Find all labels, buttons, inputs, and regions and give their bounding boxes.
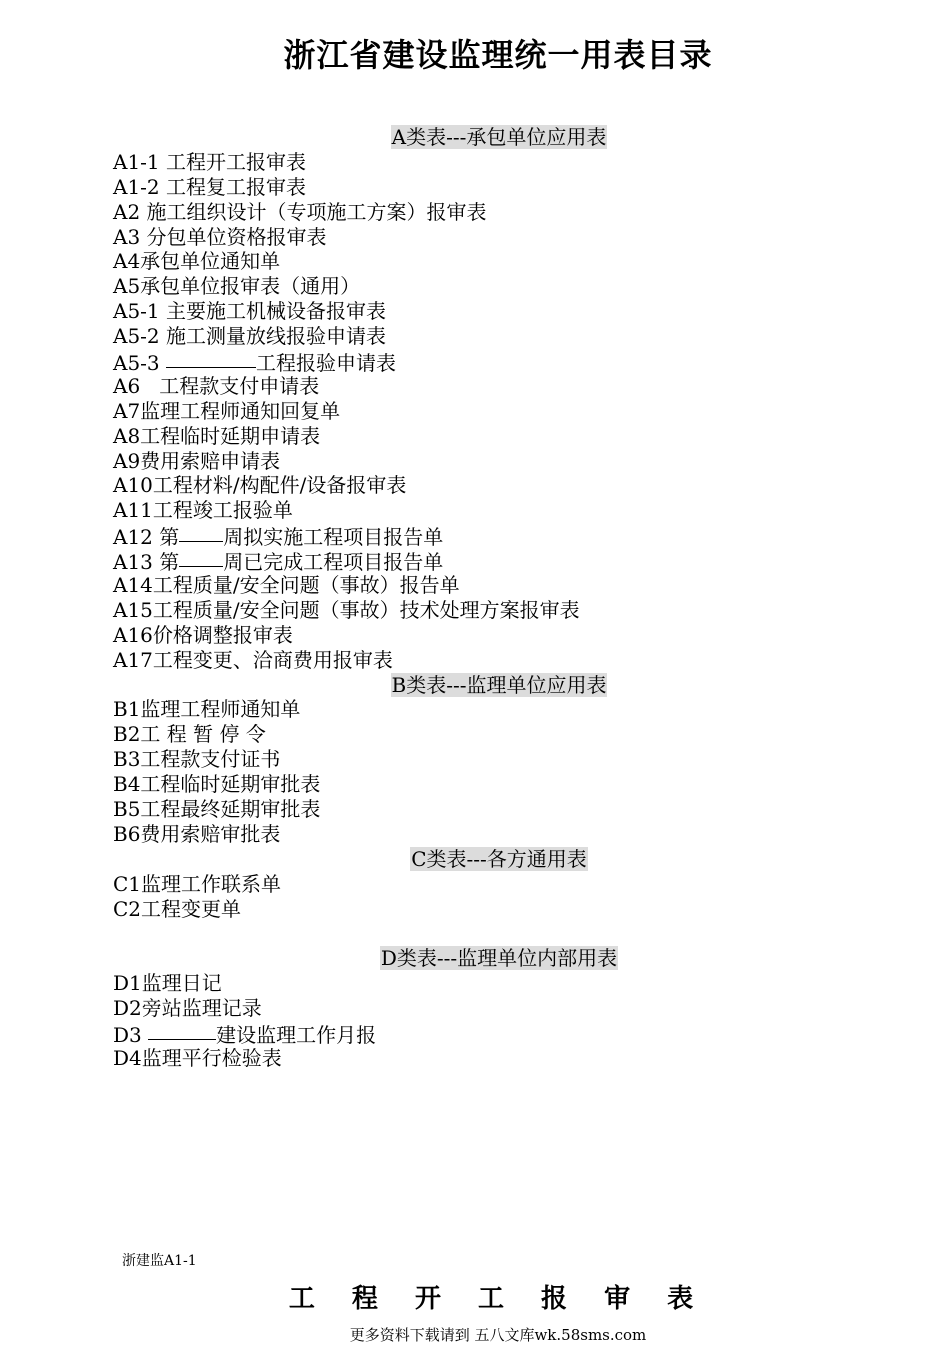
section-heading-d: D类表---监理单位内部用表: [380, 946, 618, 971]
list-item: A2 施工组织设计（专项施工方案）报审表: [113, 199, 487, 224]
fill-in-blank: [148, 1021, 216, 1040]
list-item: A5-1 主要施工机械设备报审表: [113, 299, 387, 324]
list-item: A1-1 工程开工报审表: [113, 149, 307, 174]
list-item: A1-2 工程复工报审表: [113, 174, 307, 199]
form-code: 浙建监A1-1: [122, 1253, 197, 1269]
footer-link[interactable]: 更多资料下载请到 五八文库wk.58sms.com: [349, 1326, 647, 1344]
list-item: B1监理工程师通知单: [113, 697, 301, 722]
list-item: A15工程质量/安全问题（事故）技术处理方案报审表: [113, 597, 580, 622]
list-item: C2工程变更单: [113, 896, 242, 921]
list-item: A8工程临时延期申请表: [113, 423, 321, 448]
list-item: C1监理工作联系单: [113, 871, 282, 896]
list-item: A4承包单位通知单: [113, 249, 281, 274]
list-item: A16价格调整报审表: [113, 622, 293, 647]
list-item: A11工程竣工报验单: [113, 498, 293, 523]
fill-in-blank: [166, 349, 256, 368]
list-item: A5-2 施工测量放线报验申请表: [113, 324, 387, 349]
section-heading-a: A类表---承包单位应用表: [391, 125, 607, 149]
fill-in-blank: [179, 523, 223, 542]
list-item: A5承包单位报审表（通用）: [113, 274, 361, 299]
list-item: D2旁站监理记录: [113, 996, 262, 1021]
list-item: B5工程最终延期审批表: [113, 797, 321, 822]
list-item: A14工程质量/安全问题（事故）报告单: [113, 573, 460, 598]
list-item: A13 第 周已完成工程项目报告单: [113, 550, 444, 575]
list-item: B4工程临时延期审批表: [113, 772, 321, 797]
spacer: [113, 922, 950, 947]
fill-in-blank: [179, 548, 223, 567]
list-item: B2工 程 暂 停 令: [113, 722, 266, 747]
list-item: B3工程款支付证书: [113, 747, 281, 772]
list-item: A9费用索赔申请表: [113, 448, 281, 473]
list-item: D1监理日记: [113, 971, 222, 996]
list-item: B6费用索赔审批表: [113, 821, 281, 846]
list-item: A6 工程款支付申请表: [113, 373, 320, 398]
page-title: 浙江省建设监理统一用表目录: [283, 36, 713, 74]
list-item: A3 分包单位资格报审表: [113, 224, 327, 249]
table-of-contents: [113, 125, 950, 1071]
list-item: D3 建设监理工作月报: [113, 1023, 377, 1048]
list-item: A12 第 周拟实施工程项目报告单: [113, 525, 444, 550]
list-item: A17工程变更、洽商费用报审表: [113, 647, 393, 672]
list-item: A5-3 工程报验申请表: [113, 351, 397, 376]
section-heading-b: B类表---监理单位应用表: [391, 672, 607, 697]
form-title: 工 程 开 工 报 审 表: [288, 1284, 708, 1314]
list-item: A10工程材料/构配件/设备报审表: [113, 473, 407, 498]
section-heading-c: C类表---各方通用表: [411, 846, 587, 871]
list-item: A7监理工程师通知回复单: [113, 398, 341, 423]
list-item: D4监理平行检验表: [113, 1045, 282, 1070]
